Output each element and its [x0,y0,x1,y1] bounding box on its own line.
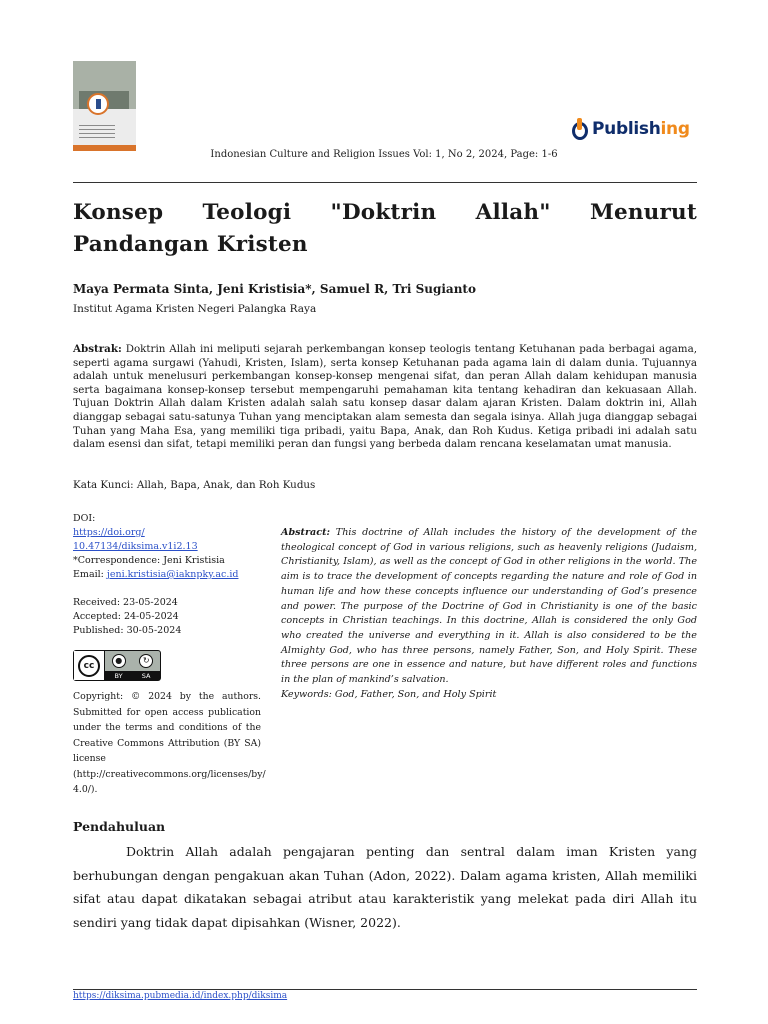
journal-emblem-icon [87,93,109,115]
abstract-text: This doctrine of Allah includes the history of the development of the theological concept of God in various religions, such as heavenly religions (Judaism, Christianity, Islam), as well as the concept of God in other religions in the world. The aim is to trace the development of concepts regarding the nature and role of God in human life and how these concepts influence our understanding of God’s presence and power. The purpose of the Doctrine of God in Christianity is one of the basic concepts in Christian teachings. In this doctrine, Allah is considered the only God who created the universe and everything in it. Allah is also considered to be the Almighty God, who has three persons, namely Father, Son, and Holy Spirit. These three persons are one in essence and nature, but have different roles and functions in the plan of mankind’s salvation. [281,527,697,686]
abstract-indonesian [73,343,697,452]
abstrak-text: Doktrin Allah ini meliputi sejarah perkembangan konsep teologis tentang Ketuhanan pada berbagai agama, seperti agama surgawi (Yahudi, Kristen, Islam), serta konsep Ketuhanan pada agama lain di dalam dunia. Tujuannya adalah untuk menelusuri perkembangan konsep-konsep mengenai sifat, dan peran Allah dalam kehidupan manusia serta bagaimana konsep-konsep tersebut mempengaruhi pemahaman kita tentang kehadiran dan kekuasaan Allah. Tujuan Doktrin Allah dalam Kristen adalah salah satu konsep dasar dalam ajaran Kristen. Dalam doktrin ini, Allah dianggap sebagai satu-satunya Tuhan yang menciptakan alam semesta dan segala isinya. Allah juga dianggap sebagai Tuhan yang Maha Esa, yang memiliki tiga pribadi, yaitu Bapa, Anak, dan Roh Kudus. Ketiga pribadi ini adalah satu dalam esensi dan sifat, tetapi memiliki peran dan fungsi yang berbeda dalam rencana keselamatan umat manusia. [73,343,697,451]
logo-text-part1: Publish [592,119,661,139]
received-date: Received: 23-05-2024 [73,597,178,608]
share-alike-icon: ↻ [139,654,153,668]
publishing-logo-icon [570,116,592,142]
keywords-indonesian: Kata Kunci: Allah, Bapa, Anak, dan Roh Kudus [73,479,316,491]
doi-link[interactable]: https://doi.org/ 10.47134/diksima.v1i2.13 [73,527,198,552]
journal-issue-line: Indonesian Culture and Religion Issues Vol: 1, No 2, 2024, Page: 1-6 [210,149,558,160]
cc-by-sa-badge[interactable] [73,650,161,681]
abstract-english [281,526,697,688]
introduction-paragraph: Doktrin Allah adalah pengajaran penting dan sentral dalam iman Kristen yang berhubungan dengan pengakuan akan Tuhan (Adon, 2022). Dalam agama kristen, Allah memiliki sifat atau dapat dikatakan sebagai atribut atau karakteristik yang melekat pada diri Allah itu sendiri yang tidak dapat dipisahkan (Wisner, 2022). [73,844,697,930]
article-title: Konsep Teologi "Doktrin Allah" Menurut Pandangan Kristen [73,200,697,257]
copyright-notice: Copyright: © 2024 by the authors. Submitted for open access publication under the terms and conditions of the Creative Commons Attribution (BY SA) license (http://creativecommons.org/licenses/by/ 4.0/). [73,691,266,795]
author-list: Maya Permata Sinta, Jeni Kristisia*, Samuel R, Tri Sugianto [73,282,476,296]
accepted-date: Accepted: 24-05-2024 [73,611,179,622]
correspondence-line: *Correspondence: Jeni Kristisia [73,555,225,566]
journal-url-link[interactable]: https://diksima.pubmedia.id/index.php/diksima [73,991,288,1001]
email-label: Email: [73,569,104,580]
by-label: BY [114,671,123,680]
header-divider [73,182,697,183]
article-meta-column [73,512,266,798]
by-person-icon: ● [112,654,126,668]
journal-cover-thumbnail [73,61,136,151]
sa-label: SA [141,671,151,680]
abstrak-label: Abstrak: [73,343,122,355]
published-date: Published: 30-05-2024 [73,625,182,636]
doi-label: DOI: [73,513,96,524]
logo-text-part2: ing [660,119,690,139]
footer-divider [73,989,697,990]
email-link[interactable]: jeni.kristisia@iaknpky.ac.id [106,569,239,580]
author-affiliation: Institut Agama Kristen Negeri Palangka Raya [73,303,317,315]
section-heading-introduction: Pendahuluan [73,819,166,834]
publisher-logo [570,114,690,144]
keywords-english: Keywords: God, Father, Son, and Holy Spirit [281,689,497,700]
abstract-label: Abstract: [281,527,331,538]
cc-icon: cc [78,655,100,677]
